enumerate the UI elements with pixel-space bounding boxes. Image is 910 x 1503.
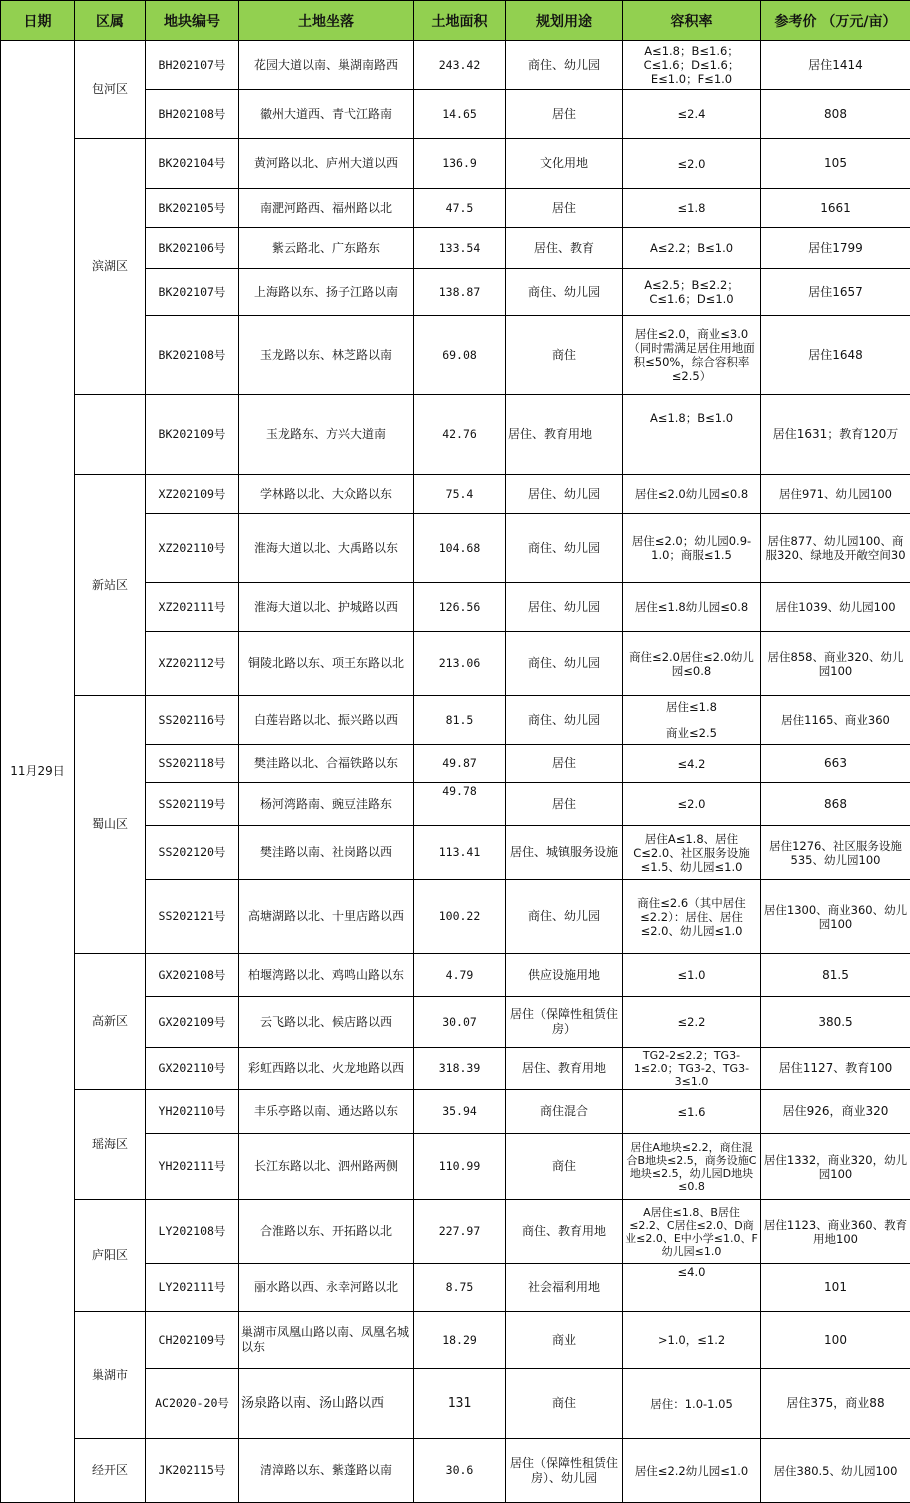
- area: 110.99: [414, 1134, 506, 1200]
- parcel-id: XZ202109号: [146, 475, 239, 514]
- district-cell-empty: [75, 395, 146, 475]
- planned-use: 居住（保障性租赁住房）: [506, 997, 623, 1048]
- location: 樊洼路以北、合福铁路以东: [239, 745, 414, 783]
- far: 居住A地块≤2.2，商住混合B地块≤2.5，商务设施C地块≤2.5，幼儿园D地块≤0.8: [623, 1134, 761, 1200]
- location: 徽州大道西、青弋江路南: [239, 90, 414, 139]
- location: 合淮路以东、开拓路以北: [239, 1200, 414, 1264]
- parcel-id: SS202119号: [146, 783, 239, 826]
- district-cell: 滨湖区: [75, 139, 146, 395]
- location: 铜陵北路以东、项王东路以北: [239, 632, 414, 696]
- parcel-id: CH202109号: [146, 1312, 239, 1369]
- reference-price: 105: [761, 139, 910, 189]
- planned-use: 居住（保障性租赁住房）、幼儿园: [506, 1439, 623, 1503]
- parcel-id: BK202106号: [146, 228, 239, 269]
- area: 35.94: [414, 1090, 506, 1134]
- location: 巢湖市凤凰山路以南、凤凰名城以东: [239, 1312, 414, 1369]
- area: 69.08: [414, 316, 506, 395]
- far: A≤1.8；B≤1.6；C≤1.6；D≤1.6；E≤1.0；F≤1.0: [623, 41, 761, 90]
- parcel-id: LY202108号: [146, 1200, 239, 1264]
- location: 淮海大道以北、大禹路以东: [239, 514, 414, 583]
- far: ≤1.6: [623, 1090, 761, 1134]
- far: >1.0，≤1.2: [623, 1312, 761, 1369]
- header-date: 日期: [1, 1, 75, 41]
- planned-use: 商业: [506, 1312, 623, 1369]
- parcel-id: BK202107号: [146, 269, 239, 316]
- table-row: [1, 1439, 910, 1503]
- parcel-id: BK202109号: [146, 395, 239, 475]
- area: 243.42: [414, 41, 506, 90]
- district-cell: 巢湖市: [75, 1312, 146, 1439]
- far: 商住≤2.0居住≤2.0幼儿园≤0.8: [623, 632, 761, 696]
- far: A≤2.5；B≤2.2；C≤1.6；D≤1.0: [623, 269, 761, 316]
- reference-price: 居住858、商业320、幼儿园100: [761, 632, 910, 696]
- planned-use: 居住: [506, 189, 623, 228]
- location: 花园大道以南、巢湖南路西: [239, 41, 414, 90]
- reference-price: 100: [761, 1312, 910, 1369]
- planned-use: 商住、幼儿园: [506, 514, 623, 583]
- area: 4.79: [414, 954, 506, 997]
- parcel-id: SS202118号: [146, 745, 239, 783]
- location: 云飞路以北、候店路以西: [239, 997, 414, 1048]
- reference-price: 663: [761, 745, 910, 783]
- parcel-id: AC2020-20号: [146, 1369, 239, 1439]
- parcel-id: BH202108号: [146, 90, 239, 139]
- location: 紫云路北、广东路东: [239, 228, 414, 269]
- far-commercial: 商业≤2.5: [666, 726, 717, 740]
- far: [623, 696, 761, 745]
- far: ≤2.2: [623, 997, 761, 1048]
- location: 柏堰湾路以北、鸡鸣山路以东: [239, 954, 414, 997]
- location: 高塘湖路以北、十里店路以西: [239, 880, 414, 954]
- location: 南淝河路西、福州路以北: [239, 189, 414, 228]
- planned-use: 商住、幼儿园: [506, 269, 623, 316]
- location: 丰乐亭路以南、通达路以东: [239, 1090, 414, 1134]
- table-row: [1, 475, 910, 514]
- area: 14.65: [414, 90, 506, 139]
- planned-use: 居住、教育: [506, 228, 623, 269]
- parcel-id: GX202109号: [146, 997, 239, 1048]
- table-row: [1, 1312, 910, 1369]
- area: 47.5: [414, 189, 506, 228]
- reference-price: 居住1123、商业360、教育用地100: [761, 1200, 910, 1264]
- planned-use: 商住、幼儿园: [506, 696, 623, 745]
- parcel-id: SS202120号: [146, 826, 239, 880]
- planned-use: 商住、幼儿园: [506, 41, 623, 90]
- location: 长江东路以北、泗州路两侧: [239, 1134, 414, 1200]
- parcel-id: BK202104号: [146, 139, 239, 189]
- area: 100.22: [414, 880, 506, 954]
- area: 227.97: [414, 1200, 506, 1264]
- reference-price: 居住971、幼儿园100: [761, 475, 910, 514]
- parcel-id: XZ202112号: [146, 632, 239, 696]
- parcel-id: SS202121号: [146, 880, 239, 954]
- planned-use: 供应设施用地: [506, 954, 623, 997]
- parcel-id: XZ202111号: [146, 583, 239, 632]
- area: 49.78: [414, 783, 506, 826]
- reference-price: 居住1799: [761, 228, 910, 269]
- table-row: [1, 1090, 910, 1134]
- parcel-id: GX202108号: [146, 954, 239, 997]
- district-cell: 新站区: [75, 475, 146, 696]
- planned-use: 商住、教育用地: [506, 1200, 623, 1264]
- planned-use: 社会福利用地: [506, 1264, 623, 1312]
- area: 131: [414, 1369, 506, 1439]
- far: TG2-2≤2.2；TG3-1≤2.0；TG3-2、TG3-3≤1.0: [623, 1048, 761, 1090]
- far: ≤4.0: [623, 1264, 761, 1312]
- location: 丽水路以西、永幸河路以北: [239, 1264, 414, 1312]
- reference-price: 居住1332，商业320，幼儿园100: [761, 1134, 910, 1200]
- district-cell: 蜀山区: [75, 696, 146, 954]
- planned-use: 商住、幼儿园: [506, 880, 623, 954]
- planned-use: 商住混合: [506, 1090, 623, 1134]
- planned-use: 商住: [506, 1134, 623, 1200]
- district-cell: 包河区: [75, 41, 146, 139]
- table-row: [1, 395, 910, 475]
- reference-price: 居住1165、商业360: [761, 696, 910, 745]
- far: ≤4.2: [623, 745, 761, 783]
- far: 居住≤2.0；幼儿园0.9-1.0；商服≤1.5: [623, 514, 761, 583]
- area: 138.87: [414, 269, 506, 316]
- planned-use: 居住、教育用地: [506, 1048, 623, 1090]
- planned-use: 居住、城镇服务设施: [506, 826, 623, 880]
- area: 113.41: [414, 826, 506, 880]
- parcel-id: LY202111号: [146, 1264, 239, 1312]
- location: 学林路以北、大众路以东: [239, 475, 414, 514]
- far: ≤2.4: [623, 90, 761, 139]
- area: 133.54: [414, 228, 506, 269]
- reference-price: 1661: [761, 189, 910, 228]
- reference-price: 居住1300、商业360、幼儿园100: [761, 880, 910, 954]
- reference-price: 868: [761, 783, 910, 826]
- location: 黄河路以北、庐州大道以西: [239, 139, 414, 189]
- area: 8.75: [414, 1264, 506, 1312]
- header-far: 容积率: [623, 1, 761, 41]
- planned-use: 商住、幼儿园: [506, 632, 623, 696]
- reference-price: 居住375，商业88: [761, 1369, 910, 1439]
- planned-use: 商住: [506, 1369, 623, 1439]
- parcel-id: BK202105号: [146, 189, 239, 228]
- reference-price: 居住1631；教育120万: [761, 395, 910, 475]
- far: ≤2.0: [623, 783, 761, 826]
- area: 42.76: [414, 395, 506, 475]
- parcel-id: YH202111号: [146, 1134, 239, 1200]
- header-area: 土地面积: [414, 1, 506, 41]
- reference-price: 居住926，商业320: [761, 1090, 910, 1134]
- district-cell: 瑶海区: [75, 1090, 146, 1200]
- district-cell: 经开区: [75, 1439, 146, 1503]
- area: 81.5: [414, 696, 506, 745]
- header-parcel-id: 地块编号: [146, 1, 239, 41]
- table-row: [1, 41, 910, 90]
- reference-price: 808: [761, 90, 910, 139]
- reference-price: 居住1657: [761, 269, 910, 316]
- area: 30.6: [414, 1439, 506, 1503]
- header-reference-price: 参考价 （万元/亩）: [761, 1, 910, 41]
- parcel-id: BK202108号: [146, 316, 239, 395]
- area: 318.39: [414, 1048, 506, 1090]
- parcel-id: XZ202110号: [146, 514, 239, 583]
- far: 商住≤2.6（其中居住≤2.2）：居住、居住≤2.0、幼儿园≤1.0: [623, 880, 761, 954]
- district-cell: 高新区: [75, 954, 146, 1090]
- reference-price: 380.5: [761, 997, 910, 1048]
- location: 汤泉路以南、汤山路以西: [239, 1369, 414, 1439]
- table-row: [1, 139, 910, 189]
- table-row: [1, 954, 910, 997]
- far: 居住≤2.0，商业≤3.0（同时需满足居住用地面积≤50%，综合容积率≤2.5）: [623, 316, 761, 395]
- planned-use: 居住、幼儿园: [506, 475, 623, 514]
- header-planned-use: 规划用途: [506, 1, 623, 41]
- table-row: [1, 696, 910, 745]
- reference-price: 居住1414: [761, 41, 910, 90]
- district-cell: 庐阳区: [75, 1200, 146, 1312]
- location: 上海路以东、扬子江路以南: [239, 269, 414, 316]
- planned-use: 商住: [506, 316, 623, 395]
- reference-price: 81.5: [761, 954, 910, 997]
- parcel-id: SS202116号: [146, 696, 239, 745]
- far: 居住≤2.0幼儿园≤0.8: [623, 475, 761, 514]
- far: ≤2.0: [623, 139, 761, 189]
- parcel-id: BH202107号: [146, 41, 239, 90]
- parcel-id: GX202110号: [146, 1048, 239, 1090]
- location: 淮海大道以北、护城路以西: [239, 583, 414, 632]
- location: 清漳路以东、紫蓬路以南: [239, 1439, 414, 1503]
- date-cell: 11月29日: [1, 41, 75, 1503]
- area: 49.87: [414, 745, 506, 783]
- reference-price: 居住380.5、幼儿园100: [761, 1439, 910, 1503]
- planned-use: 居住、幼儿园: [506, 583, 623, 632]
- reference-price: 居住1039、幼儿园100: [761, 583, 910, 632]
- reference-price: 居住1276、社区服务设施535、幼儿园100: [761, 826, 910, 880]
- area: 30.07: [414, 997, 506, 1048]
- planned-use: 居住、教育用地: [506, 395, 623, 475]
- location: 杨河湾路南、豌豆洼路东: [239, 783, 414, 826]
- area: 213.06: [414, 632, 506, 696]
- area: 136.9: [414, 139, 506, 189]
- table-row: [1, 1200, 910, 1264]
- far: A≤1.8；B≤1.0: [623, 395, 761, 475]
- location: 玉龙路以东、林芝路以南: [239, 316, 414, 395]
- far: 居住≤1.8幼儿园≤0.8: [623, 583, 761, 632]
- far: 居住：1.0-1.05: [623, 1369, 761, 1439]
- far-residential: 居住≤1.8: [666, 700, 717, 714]
- location: 彩虹西路以北、火龙地路以西: [239, 1048, 414, 1090]
- parcel-id: YH202110号: [146, 1090, 239, 1134]
- area: 18.29: [414, 1312, 506, 1369]
- far: A≤2.2；B≤1.0: [623, 228, 761, 269]
- reference-price: 居住1648: [761, 316, 910, 395]
- planned-use: 居住: [506, 90, 623, 139]
- location: 樊洼路以南、社岗路以西: [239, 826, 414, 880]
- far: ≤1.0: [623, 954, 761, 997]
- area: 75.4: [414, 475, 506, 514]
- far: 居住A≤1.8、居住C≤2.0、社区服务设施≤1.5、幼儿园≤1.0: [623, 826, 761, 880]
- parcel-id: JK202115号: [146, 1439, 239, 1503]
- far: ≤1.8: [623, 189, 761, 228]
- far: A居住≤1.8、B居住≤2.2、C居住≤2.0、D商业≤2.0、E中小学≤1.0、F幼儿园≤1.0: [623, 1200, 761, 1264]
- planned-use: 居住: [506, 783, 623, 826]
- header-district: 区属: [75, 1, 146, 41]
- reference-price: 居住877、幼儿园100、商服320、绿地及开敞空间30: [761, 514, 910, 583]
- planned-use: 文化用地: [506, 139, 623, 189]
- planned-use: 居住: [506, 745, 623, 783]
- location: 玉龙路东、方兴大道南: [239, 395, 414, 475]
- area: 126.56: [414, 583, 506, 632]
- area: 104.68: [414, 514, 506, 583]
- reference-price: 101: [761, 1264, 910, 1312]
- far: 居住≤2.2幼儿园≤1.0: [623, 1439, 761, 1503]
- reference-price: 居住1127、教育100: [761, 1048, 910, 1090]
- header-row: [1, 1, 910, 41]
- header-location: 土地坐落: [239, 1, 414, 41]
- location: 白莲岩路以北、振兴路以西: [239, 696, 414, 745]
